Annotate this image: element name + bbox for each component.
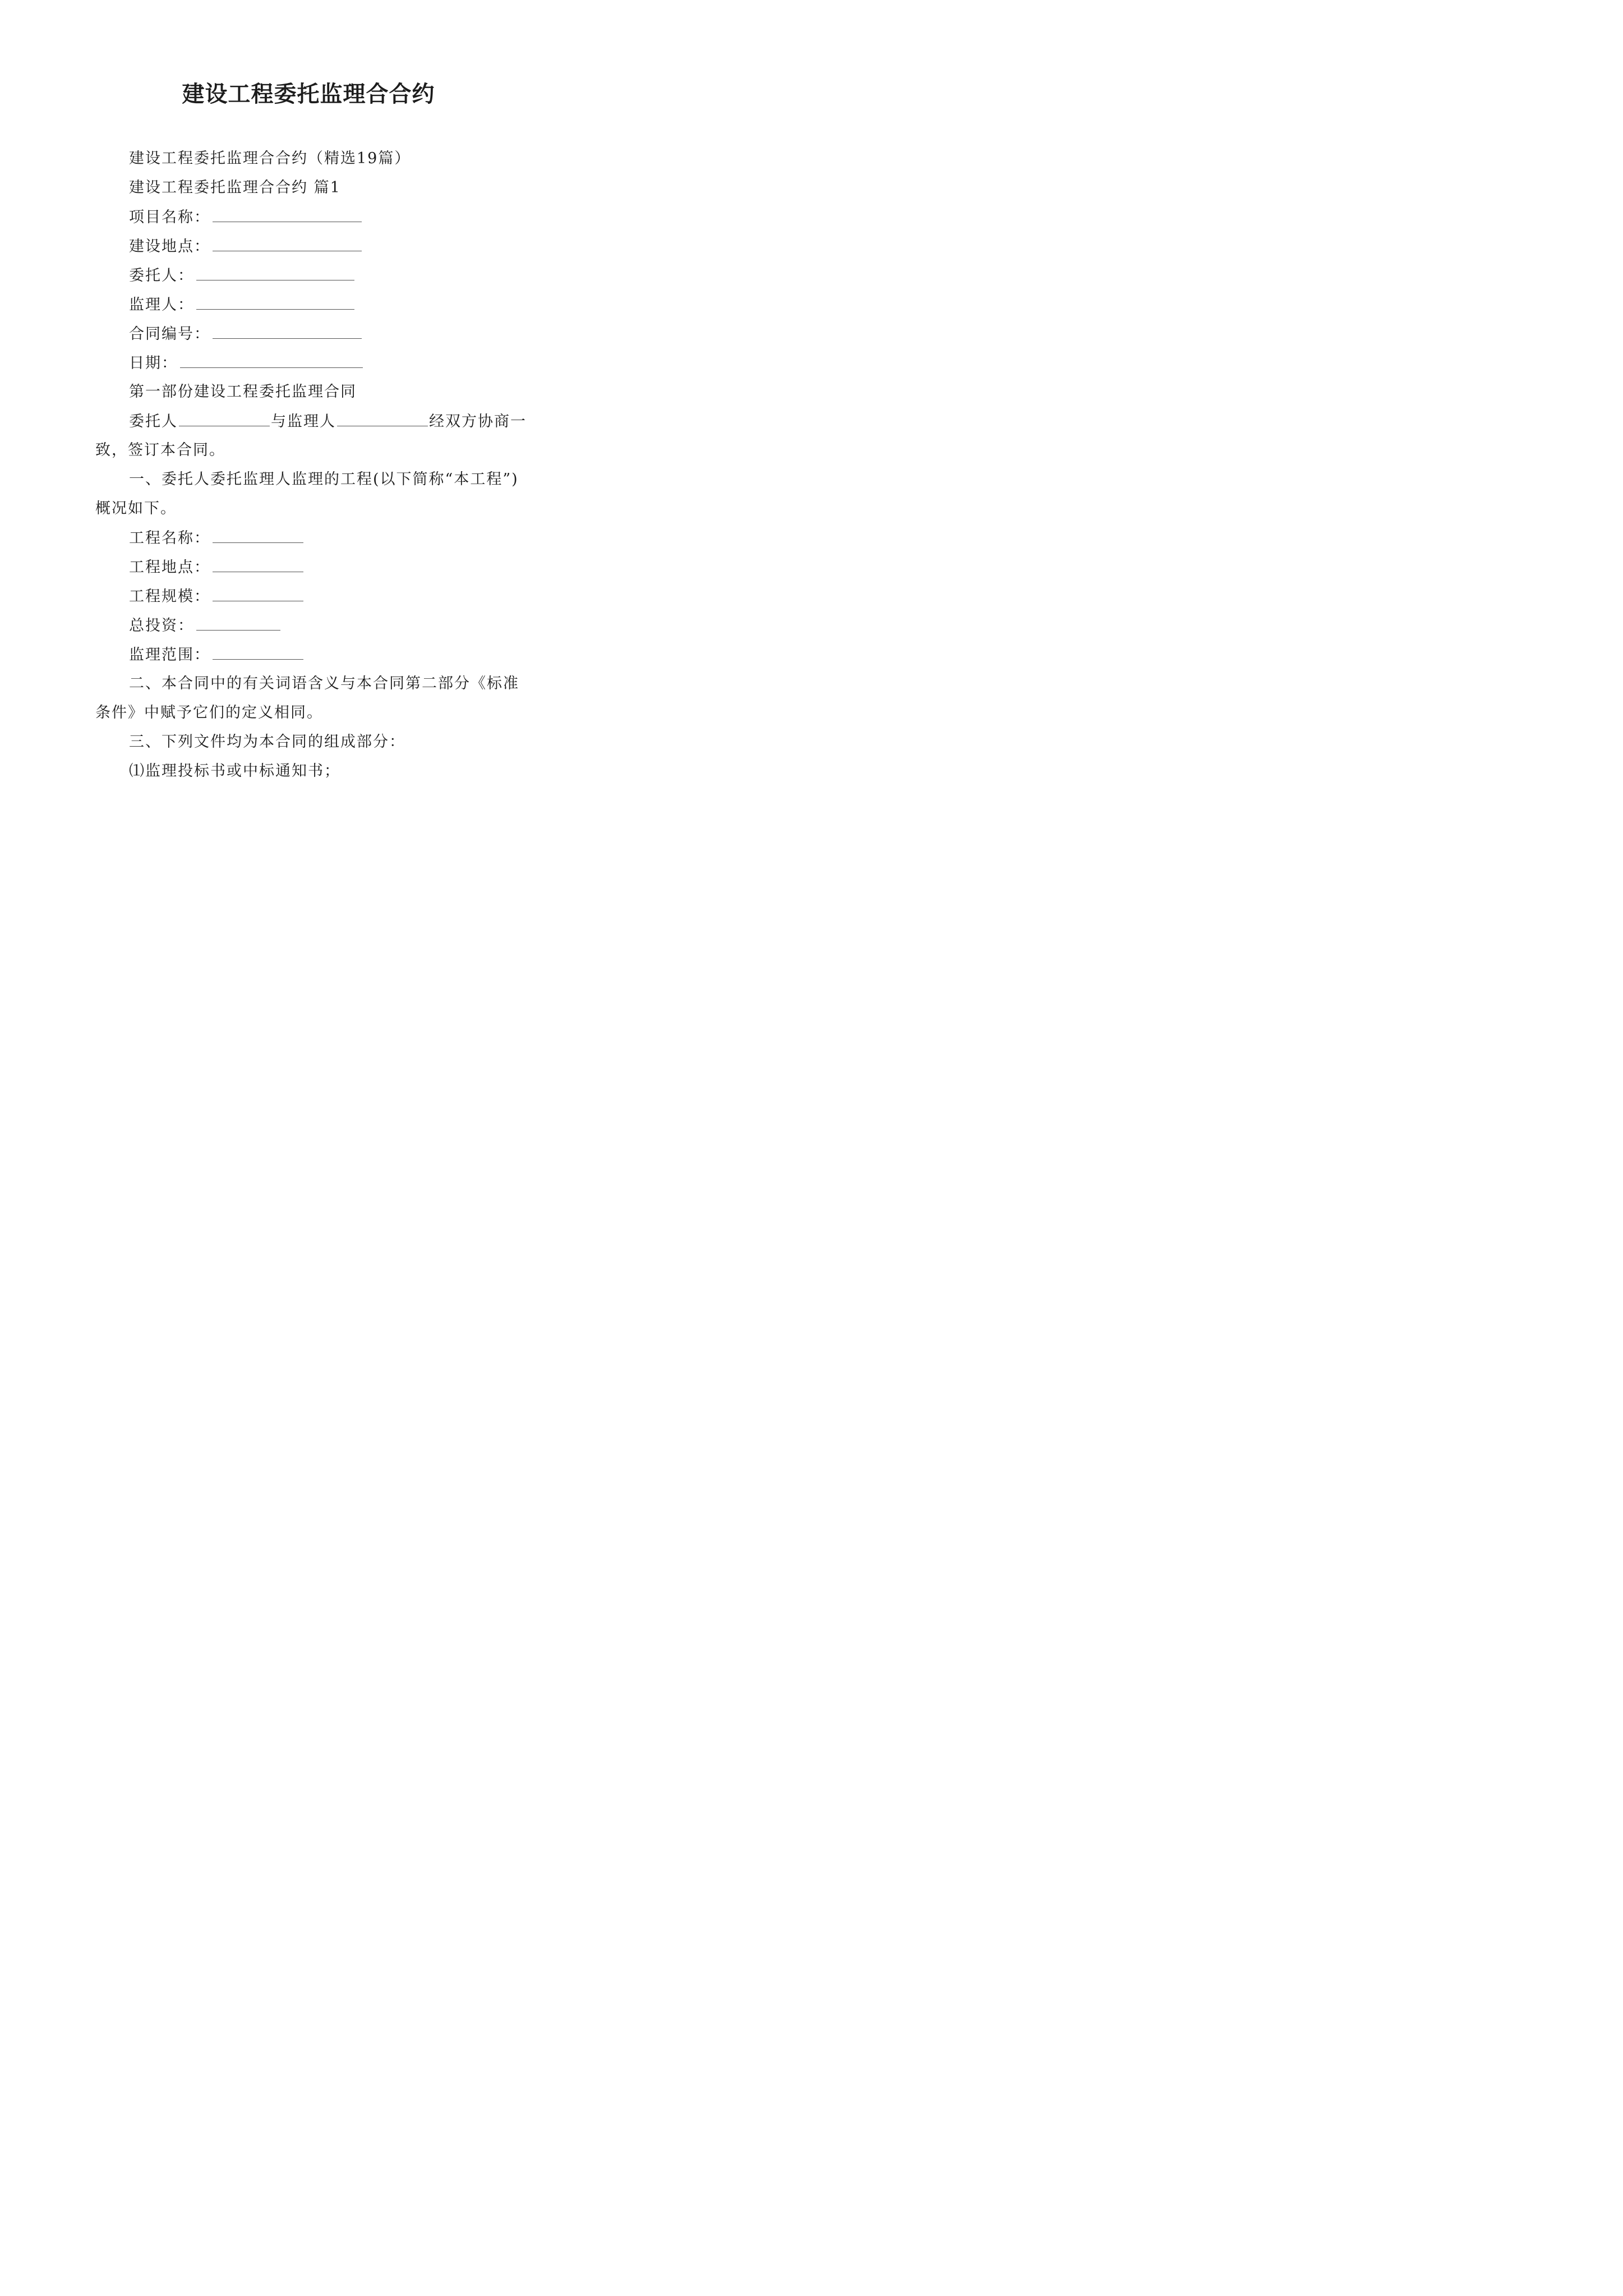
field-works-name: [129, 528, 303, 549]
part-heading: 建设工程委托监理合合约 篇1: [129, 179, 341, 196]
field-client: [129, 265, 354, 286]
clause-2-line-2: 条件》中赋予它们的定义相同。: [95, 704, 323, 721]
fill-in-blank: [179, 411, 270, 426]
list-item-1: ⑴监理投标书或中标通知书；: [129, 762, 340, 780]
field-date: [129, 353, 363, 374]
fill-in-blank: [196, 295, 354, 310]
fill-in-blank: [213, 236, 362, 251]
field-contract-number: [129, 324, 362, 344]
fill-in-blank: [196, 615, 280, 631]
clause-3: 三、下列文件均为本合同的组成部分：: [129, 733, 405, 751]
field-project-name: [129, 207, 362, 228]
fill-in-blank: [213, 586, 303, 601]
field-label: 委托人：: [129, 267, 194, 284]
fill-in-blank: [337, 411, 428, 426]
field-supervision-scope: [129, 645, 303, 665]
field-label: 日期：: [129, 355, 178, 372]
fill-in-blank: [196, 265, 354, 280]
intro-text: 经双方协商一: [429, 413, 527, 430]
field-label: 监理范围：: [129, 646, 210, 664]
fill-in-blank: [213, 557, 303, 572]
field-label: 项目名称：: [129, 209, 210, 226]
document-subtitle: 建设工程委托监理合合约（精选19篇）: [129, 150, 411, 167]
field-supervisor: [129, 295, 354, 315]
field-label: 工程规模：: [129, 588, 210, 605]
fill-in-blank: [213, 207, 362, 222]
document-title: 建设工程委托监理合合约: [182, 81, 435, 107]
document-page: [0, 0, 617, 872]
fill-in-blank: [213, 528, 303, 543]
section-title: 第一部份建设工程委托监理合同: [129, 383, 357, 401]
field-works-scale: [129, 586, 303, 607]
field-label: 工程地点：: [129, 559, 210, 576]
field-label: 工程名称：: [129, 530, 210, 547]
fill-in-blank: [213, 645, 303, 660]
field-label: 建设地点：: [129, 238, 210, 255]
field-label: 监理人：: [129, 296, 194, 314]
intro-line: [129, 411, 527, 432]
field-works-location: [129, 557, 303, 578]
field-total-investment: [129, 615, 280, 636]
fill-in-blank: [213, 324, 362, 339]
intro-text: 委托人: [129, 413, 178, 430]
clause-1-line-2: 概况如下。: [95, 500, 177, 517]
fill-in-blank: [180, 353, 363, 368]
intro-line-continued: 致，签订本合同。: [95, 441, 225, 459]
field-label: 合同编号：: [129, 325, 210, 343]
field-location: [129, 236, 362, 257]
intro-text: 与监理人: [271, 413, 336, 430]
field-label: 总投资：: [129, 617, 194, 634]
clause-1-line-1: 一、委托人委托监理人监理的工程(以下简称“本工程”): [129, 471, 519, 488]
clause-2-line-1: 二、本合同中的有关词语含义与本合同第二部分《标准: [129, 675, 519, 692]
